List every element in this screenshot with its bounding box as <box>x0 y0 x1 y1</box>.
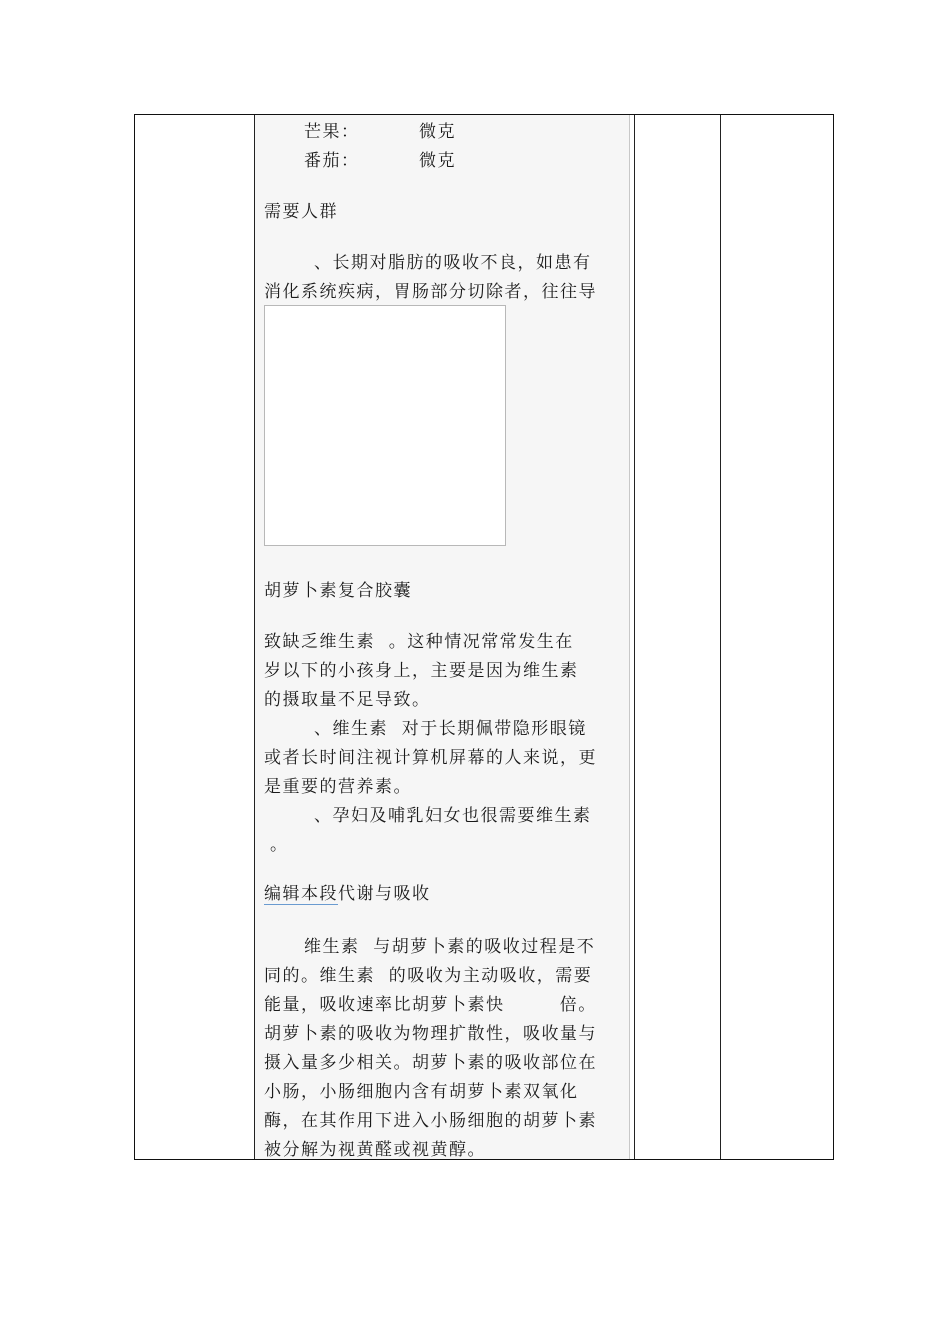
fruit-value: 微克 <box>419 122 456 142</box>
paragraph-line: 或者长时间注视计算机屏幕的人来说，更 <box>264 748 597 768</box>
fruit-name: 芒果： <box>304 122 360 142</box>
paragraph-line: 同的。维生素 的吸收为主动吸收，需要 <box>264 966 593 986</box>
paragraph-line: 酶，在其作用下进入小肠细胞的胡萝卜素 <box>264 1111 597 1131</box>
paragraph-line: 。 <box>270 835 289 855</box>
edit-section-link[interactable]: 编辑本段 <box>264 884 338 904</box>
paragraph-line: 能量，吸收速率比胡萝卜素快 倍。 <box>264 995 597 1015</box>
paragraph-line: 、维生素 对于长期佩带隐形眼镜 <box>314 719 587 739</box>
paragraph-line: 胡萝卜素的吸收为物理扩散性，吸收量与 <box>264 1024 597 1044</box>
column-divider <box>720 115 721 1159</box>
paragraph-line: 维生素 与胡萝卜素的吸收过程是不 <box>304 937 596 957</box>
paragraph-line: 摄入量多少相关。胡萝卜素的吸收部位在 <box>264 1053 597 1073</box>
paragraph-line: 是重要的营养素。 <box>264 777 412 797</box>
section-heading: 需要人群 <box>264 202 338 222</box>
paragraph-line: 岁以下的小孩身上，主要是因为维生素 <box>264 661 579 681</box>
paragraph-line: 小肠，小肠细胞内含有胡萝卜素双氧化 <box>264 1082 579 1102</box>
column-divider <box>634 115 635 1159</box>
paragraph-line: 的摄取量不足导致。 <box>264 690 431 710</box>
section-heading: 代谢与吸收 <box>338 884 431 904</box>
fruit-name: 番茄： <box>304 151 360 171</box>
section-heading-row <box>264 884 431 904</box>
image-caption: 胡萝卜素复合胶囊 <box>264 581 412 601</box>
column-divider <box>254 115 255 1159</box>
paragraph-line: 、长期对脂肪的吸收不良，如患有 <box>314 253 592 273</box>
paragraph-line: 消化系统疾病，胃肠部分切除者，往往导 <box>264 282 597 302</box>
paragraph-line: 被分解为视黄醛或视黄醇。 <box>264 1140 486 1160</box>
paragraph-line: 、孕妇及哺乳妇女也很需要维生素 <box>314 806 592 826</box>
fruit-value: 微克 <box>419 151 456 171</box>
paragraph-line: 致缺乏维生素 。这种情况常常发生在 <box>264 632 574 652</box>
product-image <box>264 305 506 546</box>
